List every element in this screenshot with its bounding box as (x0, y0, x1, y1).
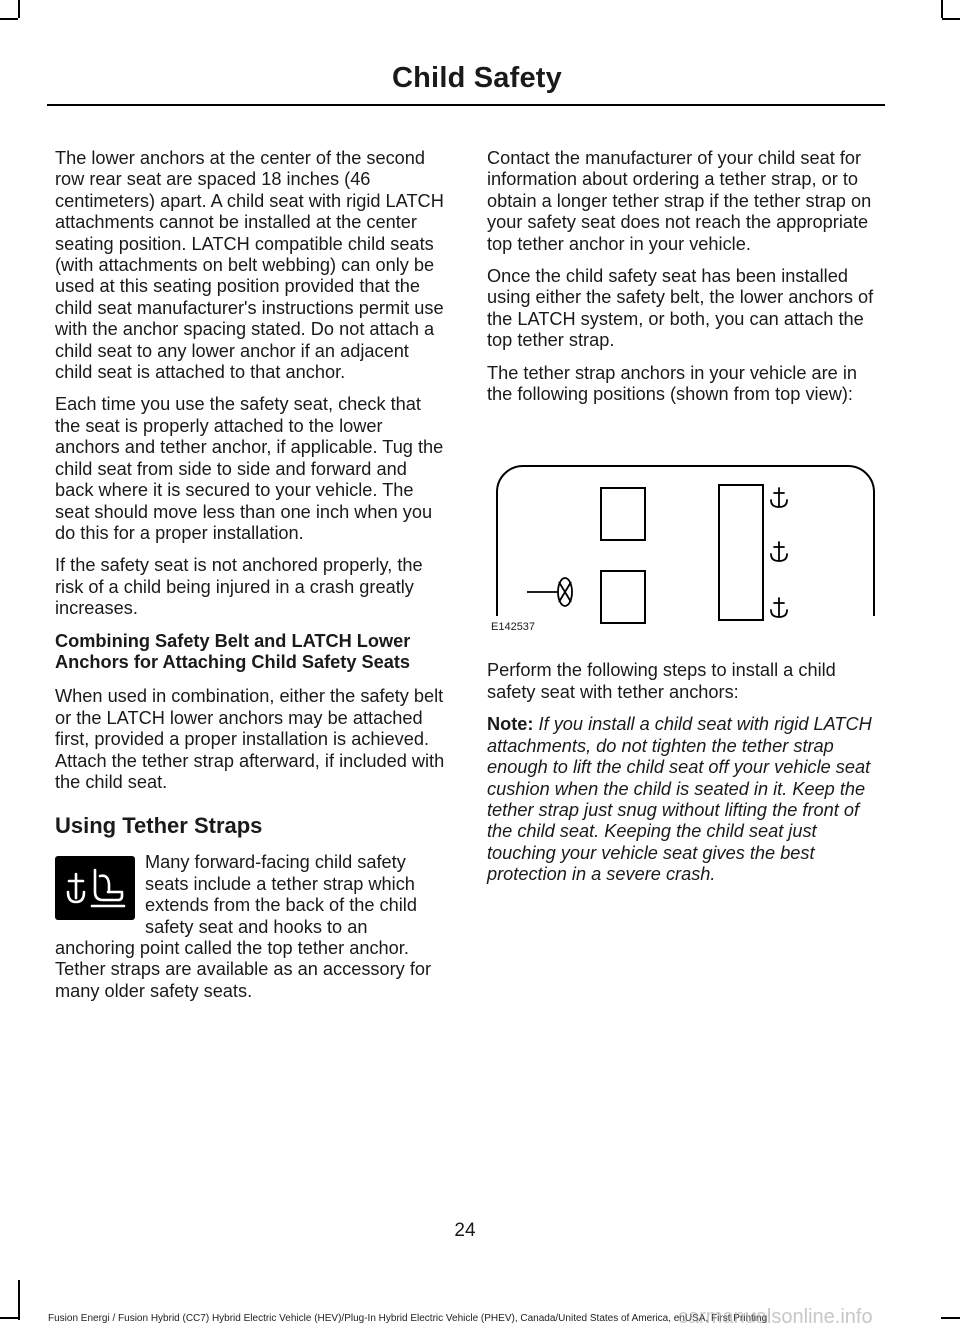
sub-heading: Combining Safety Belt and LATCH Lower Anchors for Attaching Child Safety Seats (55, 630, 411, 672)
anchor-icon (771, 598, 787, 617)
paragraph: Perform the following steps to install a child safety seat with tether anchors: (487, 660, 836, 702)
note-text: If you install a child seat with rigid LATCH attachments, do not tighten the tether strap enough to lift the child seat off your vehicle seat cushion when the child is seated in it. Keep the tether strap just snug without lifting the front of the child seat. Keeping the child seat just touching your vehicle seat gives the best protection in a severe crash. (487, 714, 872, 885)
note (487, 714, 882, 885)
anchor-icon (771, 488, 787, 507)
section-heading: Using Tether Straps (55, 813, 263, 839)
crop-mark (18, 0, 20, 18)
page-number: 24 (454, 1220, 476, 1241)
tether-anchor-diagram (487, 416, 882, 646)
right-column (487, 148, 882, 897)
paragraph: Once the child safety seat has been installed using either the safety belt, the lower anchors of the LATCH system, or both, you can attach the top tether strap. (487, 266, 874, 351)
header-divider (47, 104, 885, 106)
paragraph-with-icon (55, 852, 448, 1002)
crop-mark (942, 18, 960, 20)
child-seat-tether-icon (55, 856, 135, 920)
crop-mark (18, 1280, 20, 1320)
paragraph: Each time you use the safety seat, check that the seat is properly attached to the lower anchors and tether anchor, if applicable. Tug the child seat from side to side and forward and back where it is secured to your vehicle. The seat should move less than one inch when you do this for a proper installation. (55, 394, 444, 543)
paragraph: Contact the manufacturer of your child seat for information about ordering a tether strap, or to obtain a longer tether strap if the tether strap on your safety seat does not reach the appropriate top tether anchor in your vehicle. (487, 148, 872, 254)
paragraph: If the safety seat is not anchored properly, the risk of a child being injured in a crash greatly increases. (55, 555, 423, 619)
rear-seat (719, 485, 763, 620)
watermark: carmanualsonline.info (678, 1306, 873, 1328)
footer-text: Fusion Energi / Fusion Hybrid (CC7) Hybrid Electric Vehicle (HEV)/Plug-In Hybrid Electric Vehicle (PHEV), Canada/United States of America, enUSA, First Printing (48, 1313, 768, 1324)
paragraph: The tether strap anchors in your vehicle are in the following positions (shown from top view): (487, 362, 858, 405)
anchor-icon (771, 542, 787, 561)
steering-wheel-icon (527, 578, 572, 606)
paragraph: The lower anchors at the center of the second row rear seat are spaced 18 inches (46 centimeters) apart. A child seat with rigid LATCH attachments cannot be installed at the center seating position. LATCH compatible child seats (with attachments on belt webbing) can only be used at this seating position provided that the child seat manufacturer's instructions permit use with the anchor spacing stated. Do not attach a child seat to any lower anchor if an adjacent child seat is attached to that anchor. (55, 148, 444, 383)
crop-mark (0, 1317, 18, 1319)
crop-mark (941, 1317, 960, 1319)
paragraph: When used in combination, either the safety belt or the LATCH lower anchors may be attached first, provided a proper installation is achieved. Attach the tether strap afterward, if included with the child seat. (55, 686, 445, 792)
crop-mark (0, 18, 18, 20)
front-seat (601, 488, 645, 540)
note-label: Note: (487, 714, 534, 735)
front-seat (601, 571, 645, 623)
crop-mark (941, 0, 943, 18)
paragraph-text: Many forward-facing child safety seats include a tether strap which extends from the back of the child safety seat and hooks to an anchoring point called the top tether anchor. Tether straps are available as an accessory for many older safety seats. (55, 852, 432, 1001)
figure-label: E142537 (491, 621, 536, 634)
left-column (55, 148, 448, 1013)
page-title: Child Safety (392, 62, 562, 94)
